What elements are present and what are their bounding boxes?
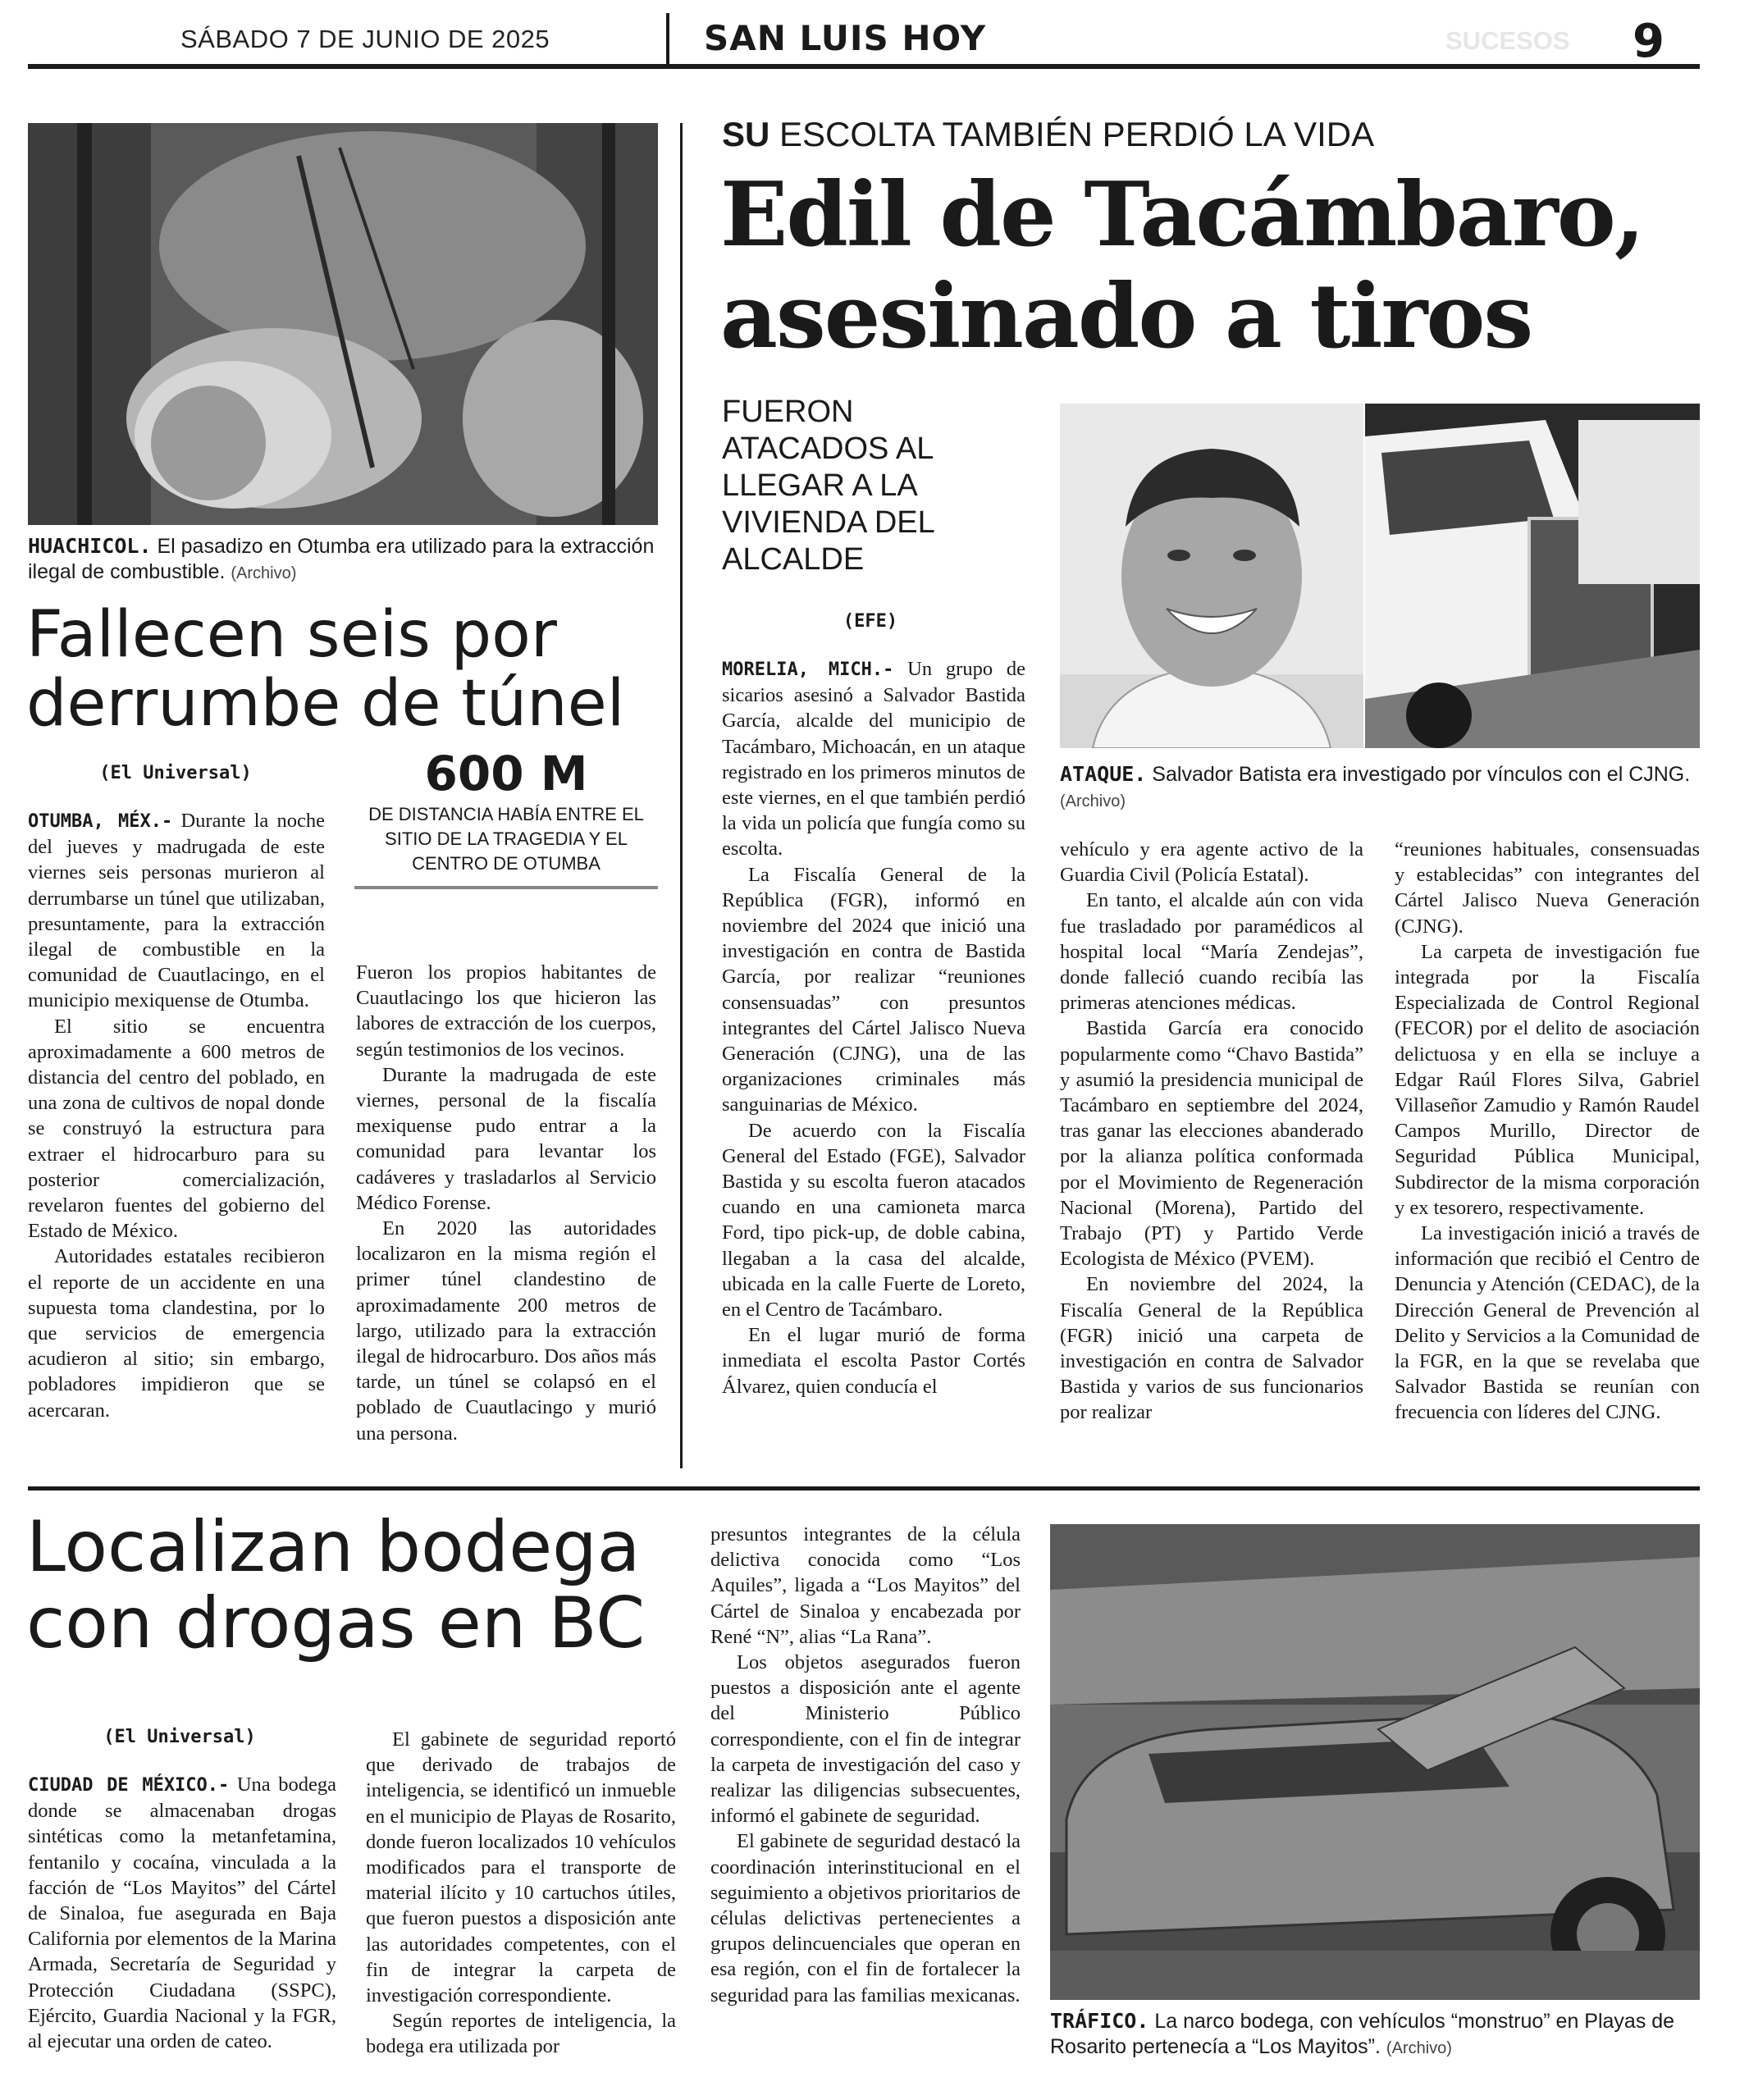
- caption-keyword: TRÁFICO.: [1050, 2009, 1149, 2033]
- body-paragraph: Según reportes de inteligencia, la bodega era utilizada por: [366, 2010, 676, 2058]
- body-paragraph: El gabinete de seguridad reportó que derivado de trabajos de inteligencia, se identificó un inmueble en el municipio de Playas de Rosarito, donde fueron localizados 10 vehículos modificados para el transporte de material ilícito y 10 cartuchos útiles, que fueron puestos a disposición ante las autoridades competentes, con el fin de integrar la carpeta de investigación correspondiente.: [366, 1728, 676, 2007]
- body-paragraph: En 2020 las autoridades localizaron en la misma región el primer túnel clandestino de aproximadamente 200 metros de largo, utilizado para la extracción ilegal de hidrocarburo. Dos años más tarde, un túnel se colapsó en el poblado de Cuautlacingo y murió una persona.: [356, 1217, 656, 1445]
- warehouse-photo-caption: [1050, 2008, 1700, 2061]
- body-paragraph: La carpeta de investigación fue integrada por la Fiscalía Especializada de Control Regional (FECOR) por el delito de asociación delictuosa y en ella se incluye a Edgar Raúl Flores Silva, Gabriel Villaseñor Zamudio y Ramón Raudel Campos Murillo, Director de Seguridad Pública Municipal, Subdirector de la misma corporación y ex tesorero, respectivamente.: [1395, 940, 1700, 1219]
- stat-box: [354, 746, 658, 889]
- newspaper-name: SAN LUIS HOY: [704, 18, 987, 58]
- warehouse-column-3: [710, 1522, 1021, 2008]
- body-paragraph: presuntos integrantes de la célula delictiva conocida como “Los Aquiles”, ligada a “Los Mayitos” del Cártel de Sinaloa y encabezada por René “N”, alias “La Rana”.: [710, 1523, 1021, 1648]
- warehouse-byline: (El Universal): [103, 1727, 256, 1747]
- body-paragraph: vehículo y era agente activo de la Guardia Civil (Policía Estatal).: [1060, 838, 1363, 887]
- caption-keyword: ATAQUE.: [1060, 762, 1147, 786]
- warehouse-headline: Localizan bodega con drogas en BC: [26, 1506, 646, 1664]
- tunnel-photo-caption: [28, 533, 660, 587]
- body-paragraph: Durante la madrugada de este viernes, personal de la fiscalía mexiquense pudo entrar a la comunidad para levantar los cadáveres y trasladarlos al Servicio Médico Forense.: [356, 1063, 656, 1214]
- header-divider: [666, 13, 669, 67]
- body-paragraph: De acuerdo con la Fiscalía General del Estado (FGE), Salvador Bastida y su escolta fueron atacados cuando en una camioneta marca Ford, tipo pick-up, de doble cabina, llegaban a la casa del alcalde, ubicada en la calle Fuerte de Loreto, en el Centro de Tacámbaro.: [722, 1119, 1025, 1322]
- caption-source: (Archivo): [1060, 792, 1126, 810]
- tunnel-photo: [28, 123, 658, 525]
- tunnel-column-2: [356, 960, 656, 1446]
- page-number: 9: [1633, 15, 1665, 68]
- tunnel-headline: Fallecen seis por derrumbe de túnel: [26, 598, 625, 742]
- stat-text: DE DISTANCIA HABÍA ENTRE EL SITIO DE LA TRAGEDIA Y EL CENTRO DE OTUMBA: [368, 804, 644, 874]
- body-paragraph: La Fiscalía General de la República (FGR), informó en noviembre del 2024 que inició una investigación en contra de Bastida García, por realizar “reuniones consensuadas” con presuntos integrantes del Cártel Jalisco Nueva Generación (CJNG), una de las organizaciones criminales más sanguinarias de México.: [722, 863, 1025, 1116]
- body-paragraph: El sitio se encuentra aproximadamente a 600 metros de distancia del centro del poblado, en una zona de cultivos de nopal donde se construyó la estructura para extraer el hidrocarburo para su posterior comercialización, revelaron fuentes del gobierno del Estado de México.: [28, 1015, 325, 1243]
- body-paragraph: En tanto, el alcalde aún con vida fue trasladado por paramédicos al hospital local “María Zendejas”, donde falleció cuando recibía las primeras atenciones médicas.: [1060, 889, 1363, 1015]
- body-paragraph: Bastida García era conocido popularmente como “Chavo Bastida” y asumió la presidencia municipal de Tacámbaro en septiembre del 2024, tras ganar las elecciones abanderado por la alianza política conformada por el Movimiento de Regeneración Nacional (Morena), Partido del Trabajo (PT) y Partido Verde Ecologista de México (PVEM).: [1060, 1017, 1363, 1271]
- warehouse-photo-image: [1050, 1524, 1700, 2000]
- assassination-column-2: [1060, 837, 1363, 1426]
- caption-source: (Archivo): [1386, 2039, 1452, 2057]
- stat-rule: [354, 886, 658, 889]
- tunnel-photo-image: [28, 123, 658, 525]
- body-paragraph: “reuniones habituales, consensuadas y establecidas” con integrantes del Cártel Jalisco Nueva Generación (CJNG).: [1395, 838, 1700, 938]
- caption-text: La narco bodega, con vehículos “monstruo” en Playas de Rosarito pertenecía a “Los Mayitos”.: [1050, 2010, 1675, 2058]
- body-paragraph: En el lugar murió de forma inmediata el escolta Pastor Cortés Álvarez, quien conducía el: [722, 1324, 1025, 1398]
- assassination-deck: FUERON ATACADOS AL LLEGAR A LA VIVIENDA DEL ALCALDE: [722, 395, 934, 577]
- issue-date: SÁBADO 7 DE JUNIO DE 2025: [180, 25, 550, 53]
- kicker-text: ESCOLTA TAMBIÉN PERDIÓ LA VIDA: [769, 115, 1375, 153]
- body-paragraph: La investigación inició a través de información que recibió el Centro de Denuncia y Atención (CEDAC), de la Dirección General de Prevención al Delito y Servicios a la Comunidad de la FGR, en la que se revelaba que Salvador Bastida se reunían con frecuencia con líderes del CJNG.: [1395, 1222, 1700, 1424]
- caption-keyword: HUACHICOL.: [28, 534, 152, 558]
- assassination-byline: (EFE): [843, 611, 898, 632]
- body-paragraph: Durante la noche del jueves y madrugada de este viernes seis personas murieron al derrumbarse un túnel que utilizaban, presuntamente, para la extracción ilegal de combustible en la comunidad de Cuautlacingo, en el municipio mexiquense de Otumba.: [28, 810, 326, 1012]
- warehouse-dateline: CIUDAD DE MÉXICO.-: [28, 1775, 230, 1796]
- mayor-portrait: [1060, 404, 1363, 748]
- kicker: [722, 115, 1374, 154]
- truck-photo: [1365, 404, 1700, 748]
- mayor-portrait-image: [1060, 404, 1363, 748]
- section-label: SUCESOS: [1445, 26, 1570, 55]
- caption-source: (Archivo): [231, 564, 297, 582]
- tunnel-byline: (El Universal): [99, 763, 252, 783]
- body-paragraph: Fueron los propios habitantes de Cuautlacingo los que hicieron las labores de extracción de los cuerpos, según testimonios de los vecinos.: [356, 961, 656, 1061]
- column-divider: [680, 123, 683, 1468]
- assassination-column-1: [722, 656, 1025, 1399]
- assassination-headline: Edil de Tacámbaro, asesinado a tiros: [720, 163, 1644, 368]
- kicker-bold: SU: [722, 115, 770, 153]
- body-paragraph: Un grupo de sicarios asesinó a Salvador Bastida García, alcalde del municipio de Tacámbaro, Michoacán, en un ataque registrado en los primeros minutos de este viernes, en el que también perdió la vida un policía que fungía como su escolta.: [722, 658, 1025, 861]
- caption-text: El pasadizo en Otumba era utilizado para la extracción ilegal de combustible.: [28, 535, 655, 583]
- stat-value: 600 M: [424, 746, 588, 801]
- truck-photo-image: [1365, 404, 1700, 748]
- body-paragraph: En noviembre del 2024, la Fiscalía General de la República (FGR) inició una carpeta de investigación en contra de Salvador Bastida y varios de sus funcionarios por realizar: [1060, 1273, 1363, 1424]
- body-paragraph: Autoridades estatales recibieron el reporte de un accidente en una supuesta toma clandestina, por lo que servicios de emergencia acudieron al sitio; sin embargo, pobladores impidieron que se acercaran.: [28, 1245, 325, 1422]
- warehouse-photo: [1050, 1524, 1700, 2000]
- warehouse-column-2: [366, 1727, 676, 2060]
- tunnel-column-1: [28, 808, 325, 1423]
- mayor-photo-caption: [1060, 761, 1700, 815]
- header-rule: [28, 64, 1700, 69]
- assassination-dateline: MORELIA, MICH.-: [722, 660, 894, 680]
- section-divider: [28, 1486, 1700, 1491]
- body-paragraph: Los objetos asegurados fueron puestos a disposición ante el agente del Ministerio Público correspondiente, con el fin de integrar la carpeta de investigación del caso y realizar las diligencias subsecuentes, informó el gabinete de seguridad.: [710, 1651, 1021, 1828]
- tunnel-dateline: OTUMBA, MÉX.-: [28, 811, 173, 832]
- assassination-column-3: [1395, 837, 1700, 1426]
- body-paragraph: Una bodega donde se almacenaban drogas sintéticas como la metanfetamina, fentanilo y cocaína, vinculada a la facción de “Los Mayitos” del Cártel de Sinaloa, fue asegurada en Baja California por elementos de la Marina Armada, Secretaría de Seguridad y Protección Ciudadana (SSPC), Ejército, Guardia Nacional y la FGR, al ejecutar una orden de cateo.: [28, 1774, 336, 2053]
- caption-text: Salvador Batista era investigado por vínculos con el CJNG.: [1146, 763, 1691, 786]
- warehouse-column-1: [28, 1772, 336, 2054]
- body-paragraph: El gabinete de seguridad destacó la coordinación interinstitucional en el seguimiento a objetivos prioritarios de células delictivas pertenecientes a grupos delincuenciales que operan en esa región, con el fin de fortalecer la seguridad para las familias mexicanas.: [710, 1830, 1021, 2006]
